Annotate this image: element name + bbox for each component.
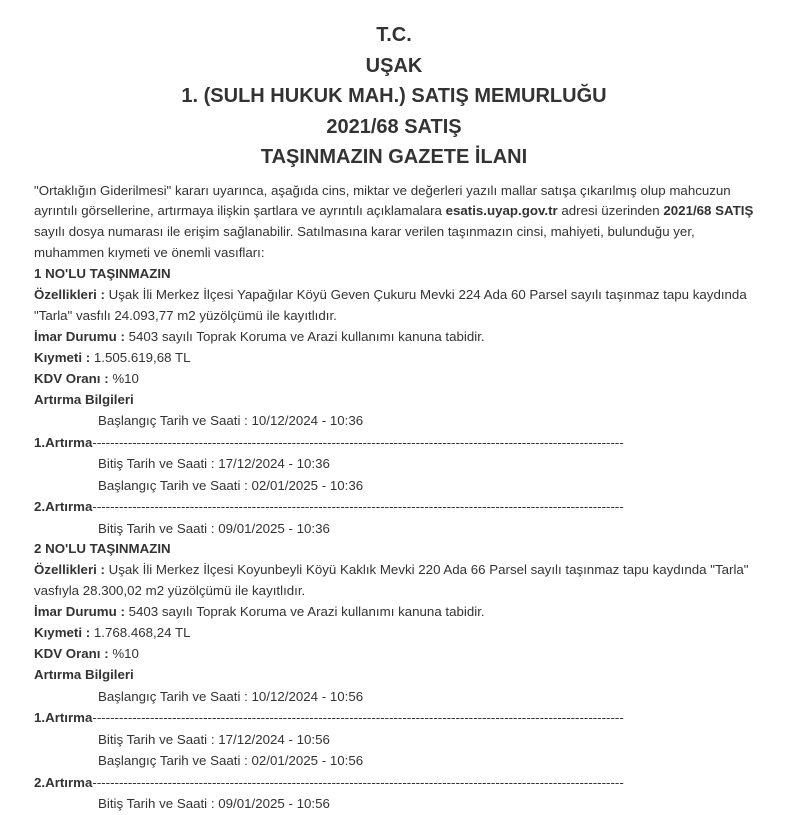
tasinmaz1-a1-baslangic: Başlangıç Tarih ve Saati : 10/12/2024 - 10:36 [98,413,364,429]
announcement-header [34,20,754,173]
tasinmaz1-a2-baslangic: Başlangıç Tarih ve Saati : 02/01/2025 - 10:36 [98,477,364,493]
tasinmaz2-artirma-bilgileri: Artırma Bilgileri [34,666,134,682]
header-title: TAŞINMAZIN GAZETE İLANI [260,146,528,168]
tasinmaz1-imar: İmar Durumu : 5403 sayılı Toprak Koruma ve Arazi kullanımı kanuna tabidir. [34,328,485,344]
tasinmaz1-artirma2: 2.Artırma------------------------------------------------------------------------------------------------------------------------ [34,499,624,515]
intro-text-2: adresi üzerinden [557,203,664,219]
divider: ------------------------------------------------------------------------------------------------------------------------ [92,710,624,726]
intro-paragraph [34,181,754,265]
tasinmaz2-a1-bitis: Bitiş Tarih ve Saati : 17/12/2024 - 10:56 [98,731,330,747]
tasinmaz1-title: 1 NO'LU TAŞINMAZIN [34,266,171,282]
header-city: UŞAK [365,54,423,77]
esatis-link[interactable]: esatis.uyap.gov.tr [445,203,558,219]
tasinmaz1-ozellikleri: Özellikleri : Uşak İli Merkez İlçesi Yapağılar Köyü Geven Çukuru Mevki 224 Ada 60 Parsel sayılı taşınmaz tapu kaydında "Tarla" vasfılı 24.093,77 m2 yüzölçümü ile kayıtlıdır. [34,287,747,323]
tasinmaz2-artirma1: 1.Artırma------------------------------------------------------------------------------------------------------------------------ [34,710,624,726]
tasinmaz1-a2-bitis: Bitiş Tarih ve Saati : 09/01/2025 - 10:36 [98,520,330,536]
intro-text-3: sayılı dosya numarası ile erişim sağlanabilir. Satılmasına karar verilen taşınmazın cinsi, mahiyeti, bulunduğu yer, muhammen kıymeti ve önemli vasıfları: [34,224,695,261]
header-office: 1. (SULH HUKUK MAH.) SATIŞ MEMURLUĞU [181,85,607,107]
tasinmaz2-kdv: KDV Oranı : %10 [34,646,139,661]
header-file-number: 2021/68 SATIŞ [326,115,462,138]
dosya-number: 2021/68 SATIŞ [663,203,754,219]
tasinmaz2-artirma2: 2.Artırma------------------------------------------------------------------------------------------------------------------------ [34,774,624,790]
tasinmaz2-title: 2 NO'LU TAŞINMAZIN [34,541,171,557]
divider: ------------------------------------------------------------------------------------------------------------------------ [92,434,624,450]
tasinmaz1-artirma-bilgileri: Artırma Bilgileri [34,391,134,407]
tasinmaz2-imar: İmar Durumu : 5403 sayılı Toprak Koruma ve Arazi kullanımı kanuna tabidir. [34,604,485,620]
divider: ------------------------------------------------------------------------------------------------------------------------ [92,774,624,790]
tasinmaz2-a2-bitis: Bitiş Tarih ve Saati : 09/01/2025 - 10:56 [98,796,330,812]
intro-text-1: "Ortaklığın Giderilmesi" kararı uyarınca, aşağıda cins, miktar ve değerleri yazılı mallar satışa çıkarılmış olup mahcuzun ayrıntılı görsellerine, artırmaya ilişkin şartlara ve ayrıntılı açıklamalara [34,182,731,219]
tasinmaz2-kiymeti: Kıymeti : 1.768.468,24 TL [34,625,191,641]
divider: ------------------------------------------------------------------------------------------------------------------------ [92,499,624,515]
header-tc: T.C. [376,24,412,46]
tasinmaz2-a2-baslangic: Başlangıç Tarih ve Saati : 02/01/2025 - 10:56 [98,753,364,769]
tasinmaz2-ozellikleri: Özellikleri : Uşak İli Merkez İlçesi Koyunbeyli Köyü Kaklık Mevki 220 Ada 66 Parsel sayılı taşınmaz tapu kaydında "Tarla" vasfıyla 28.300,02 m2 yüzölçümü ile kayıtlıdır. [34,562,749,599]
tasinmaz1-kiymeti: Kıymeti : 1.505.619,68 TL [34,349,191,365]
tasinmaz2-a1-baslangic: Başlangıç Tarih ve Saati : 10/12/2024 - 10:56 [98,688,364,704]
tasinmaz1-artirma1: 1.Artırma------------------------------------------------------------------------------------------------------------------------ [34,434,624,450]
tasinmaz1-a1-bitis: Bitiş Tarih ve Saati : 17/12/2024 - 10:36 [98,456,330,472]
tasinmaz1-kdv: KDV Oranı : %10 [34,370,139,386]
